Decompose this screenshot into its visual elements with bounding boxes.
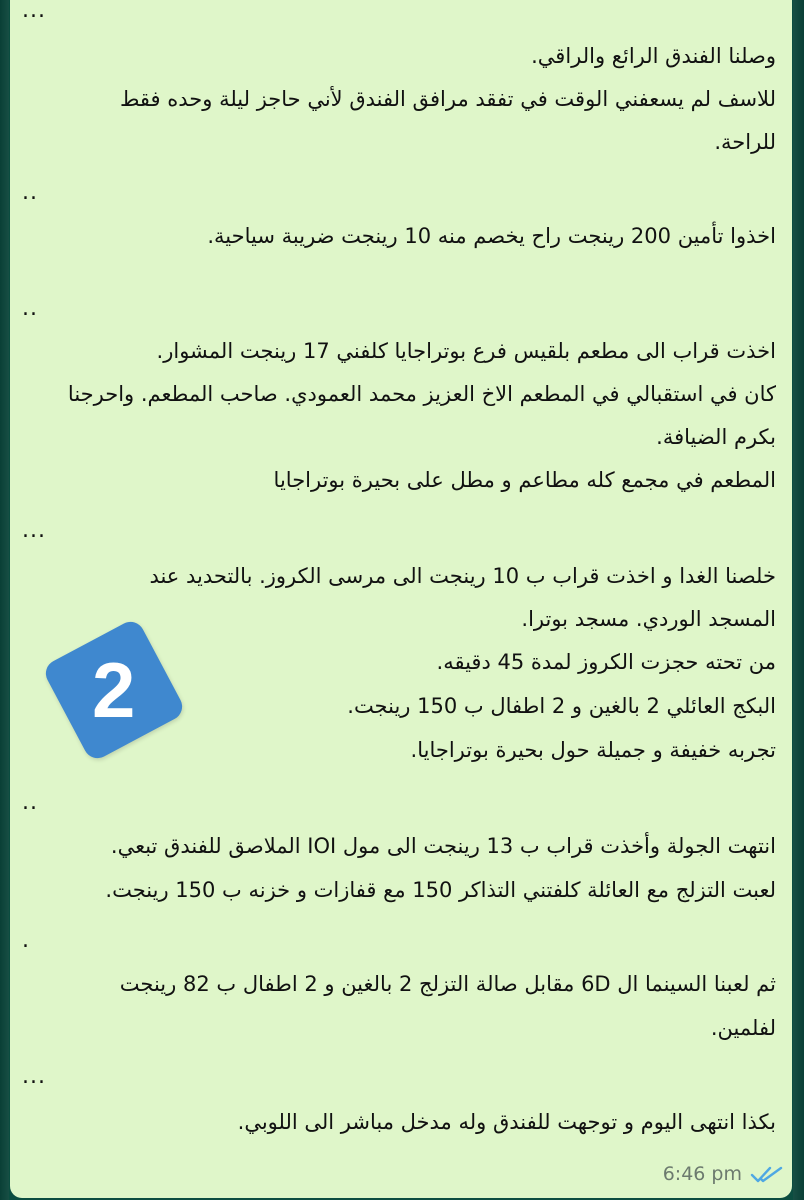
message-line: لفلمين. [710, 1016, 776, 1040]
message-line: انتهت الجولة وأخذت قراب ب 13 رينجت الى مول IOI الملاصق للفندق تبعي. [110, 834, 776, 858]
message-line: للراحة. [714, 130, 776, 154]
message-line: من تحته حجزت الكروز لمدة 45 دقيقه. [436, 650, 776, 674]
chat-background-right [793, 0, 804, 1200]
message-line: لعبت التزلج مع العائلة كلفتني التذاكر 150 مع قفازات و خزنه ب 150 رينجت. [105, 878, 776, 902]
message-line: بكرم الضيافة. [656, 425, 776, 449]
message-time: 6:46 pm [662, 1162, 742, 1185]
message-line: خلصنا الغدا و اخذت قراب ب 10 رينجت الى مرسى الكروز. بالتحديد عند [149, 564, 776, 588]
message-line: ثم لعبنا السينما ال 6D مقابل صالة التزلج 2 بالغين و 2 اطفال ب 82 رينجت [119, 972, 776, 996]
double-check-read-icon [750, 1164, 784, 1184]
message-line: بكذا انتهى اليوم و توجهت للفندق وله مدخل مباشر الى اللوبي. [237, 1110, 776, 1134]
message-meta [663, 1164, 784, 1184]
message-line: المطعم في مجمع كله مطاعم و مطل على بحيرة بوتراجايا [273, 468, 776, 492]
separator-dots: ... [22, 0, 46, 23]
message-line: تجربه خفيفة و جميلة حول بحيرة بوتراجايا. [410, 738, 776, 762]
number-sticker-label: 2 [92, 646, 136, 735]
outgoing-message-bubble[interactable] [10, 0, 792, 1198]
separator-dots: ... [22, 518, 46, 543]
message-line: اخذت قراب الى مطعم بلقيس فرع بوتراجايا كلفني 17 رينجت المشوار. [156, 339, 776, 363]
message-line: للاسف لم يسعفني الوقت في تفقد مرافق الفندق لأني حاجز ليلة وحده فقط [119, 87, 776, 111]
chat-background-left [0, 0, 9, 1200]
message-line: اخذوا تأمين 200 رينجت راح يخصم منه 10 رينجت ضريبة سياحية. [207, 224, 776, 248]
message-line: كان في استقبالي في المطعم الاخ العزيز محمد العمودي. صاحب المطعم. واحرجنا [67, 382, 776, 406]
separator-dots: . [22, 928, 30, 953]
message-text-container [10, 0, 792, 1198]
message-line: وصلنا الفندق الرائع والراقي. [531, 44, 776, 68]
message-line: المسجد الوردي. مسجد بوترا. [521, 607, 776, 631]
separator-dots: .. [22, 790, 38, 815]
separator-dots: .. [22, 296, 38, 321]
message-line: البكج العائلي 2 بالغين و 2 اطفال ب 150 رينجت. [347, 694, 776, 718]
separator-dots: .. [22, 180, 38, 205]
separator-dots: ... [22, 1064, 46, 1089]
